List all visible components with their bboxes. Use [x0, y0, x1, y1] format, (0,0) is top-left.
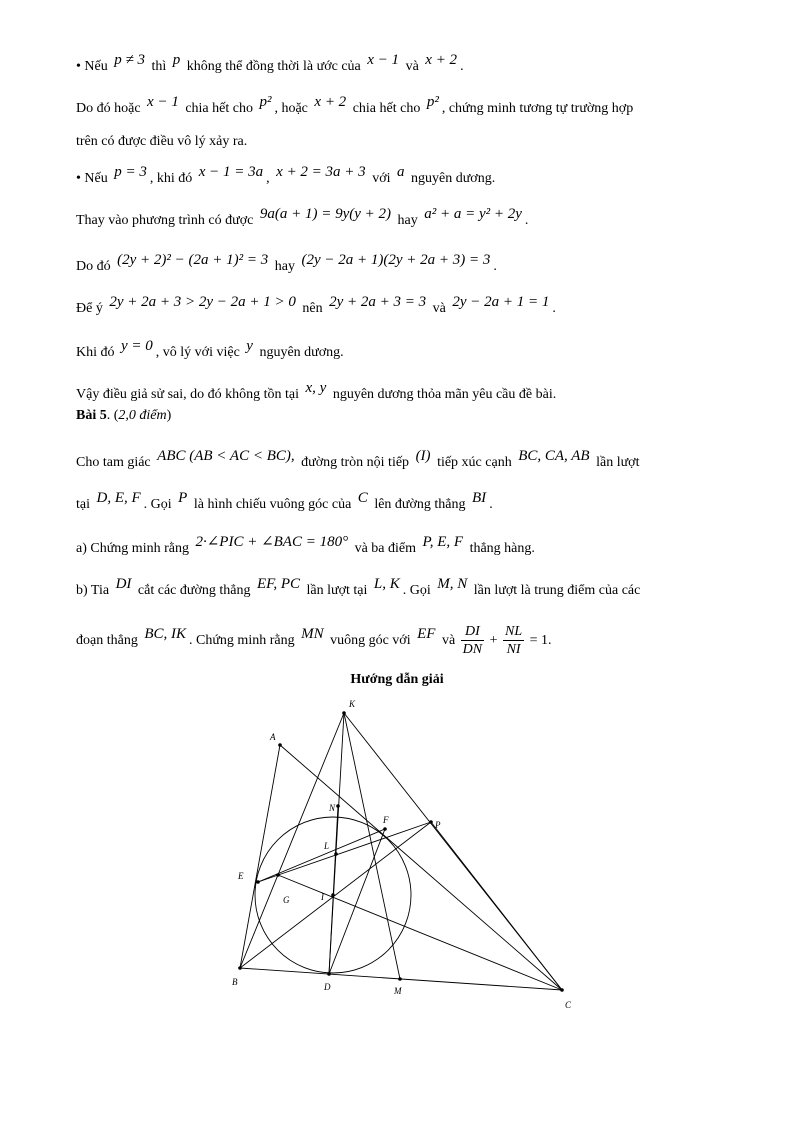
label-a: A [270, 732, 276, 742]
line-fd [329, 829, 385, 974]
label-l: L [324, 841, 330, 851]
point-i [331, 893, 335, 897]
text-line-6: Do đó (2y + 2)² − (2a + 1)² = 3 hay (2y − 2a + 1)(2y + 2a + 3) = 3 . [76, 252, 497, 274]
point-f [383, 827, 387, 831]
point-p [429, 820, 433, 824]
label-e: E [238, 871, 244, 881]
point-c [560, 988, 564, 992]
segment-ac [280, 745, 562, 990]
point-l [334, 852, 338, 856]
label-f: F [383, 815, 389, 825]
label-m: M [394, 986, 402, 996]
text-line-13: a) Chứng minh rằng 2·∠PIC + ∠BAC = 180° và ba điểm P, E, F thẳng hàng. [76, 534, 535, 556]
solution-heading: Hướng dẫn giải [350, 672, 444, 687]
point-g [276, 873, 280, 877]
point-m [398, 977, 402, 981]
label-d: D [324, 982, 331, 992]
text-line-11: Cho tam giác ABC (AB < AC < BC), đường tròn nội tiếp (I) tiếp xúc cạnh BC, CA, AB lần lượt [76, 448, 640, 470]
segment-ab [240, 745, 280, 968]
point-a [278, 743, 282, 747]
label-k: K [349, 699, 356, 709]
text-line-7: Để ý 2y + 2a + 3 > 2y − 2a + 1 > 0 nên 2y + 2a + 3 = 3 và 2y − 2a + 1 = 1 . [76, 294, 556, 316]
text-line-1: • Nếu p ≠ 3 thì p không thể đồng thời là ước của x − 1 và x + 2 . [76, 52, 464, 74]
fraction-nl-ni: $\frac{NL}{NI}$ [505, 624, 523, 658]
text-line-8: Khi đó y = 0 , vô lý với việc y nguyên dương. [76, 338, 344, 360]
line-nd [329, 806, 338, 974]
text-line-4: • Nếu p = 3 , khi đó x − 1 = 3a , x + 2 = 3a + 3 với a nguyên dương. [76, 164, 496, 186]
label-b: B [232, 977, 238, 987]
fraction-di-dn: $\frac{DI}{DN}$ [462, 624, 483, 658]
label-c: C [565, 1000, 572, 1010]
point-k [342, 711, 346, 715]
point-d [327, 972, 331, 976]
label-n: N [329, 803, 336, 813]
text-line-12: tại D, E, F . Gọi P là hình chiếu vuông góc của C lên đường thẳng BI . [76, 490, 493, 512]
point-n [336, 804, 340, 808]
problem-title: Bài 5. (2,0 điểm) [76, 408, 172, 423]
line-bp [240, 822, 431, 968]
label-i: I [321, 892, 324, 902]
point-e [256, 880, 260, 884]
text-line-14: b) Tia DI cắt các đường thẳng EF, PC lần lượt tại L, K . Gọi M, N lần lượt là trung điểm của các [76, 576, 641, 598]
label-p: P [435, 820, 441, 830]
label-g: G [283, 895, 290, 905]
text-line-9: Vậy điều giả sử sai, do đó không tồn tại x, y nguyên dương thỏa mãn yêu cầu đề bài. [76, 380, 557, 402]
line-pe [258, 822, 431, 882]
text-line-15: đoạn thẳng BC, IK . Chứng minh rằng MN vuông góc với EF và $\frac{DI}{DN}$ + $\frac{NL}{NI}$ = 1. [76, 624, 552, 658]
text-line-5: Thay vào phương trình có được 9a(a + 1) = 9y(y + 2) hay a² + a = y² + 2y . [76, 206, 529, 228]
point-b [238, 966, 242, 970]
text-line-3: trên có được điều vô lý xảy ra. [76, 134, 248, 149]
line-km [344, 713, 400, 979]
text-line-2: Do đó hoặc x − 1 chia hết cho p² , hoặc x + 2 chia hết cho p² , chứng minh tương tự trường hợp [76, 94, 634, 116]
